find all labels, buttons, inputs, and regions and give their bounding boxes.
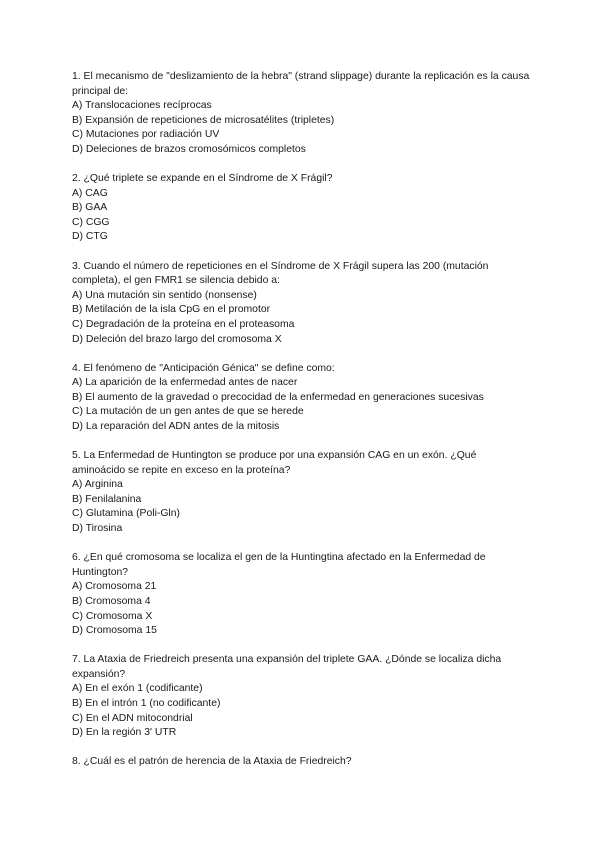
question-7 <box>72 653 532 741</box>
answer-option-d: D) Tirosina <box>72 523 123 535</box>
question-text: 8. ¿Cuál es el patrón de herencia de la Ataxia de Friedreich? <box>72 756 352 768</box>
answer-option-c: C) La mutación de un gen antes de que se herede <box>72 406 304 418</box>
question-1 <box>72 70 532 158</box>
answer-option-b: B) Fenilalanina <box>72 493 142 505</box>
answer-option-a: A) La aparición de la enfermedad antes de nacer <box>72 377 298 389</box>
answer-option-c: C) Degradación de la proteína en el proteasoma <box>72 318 295 330</box>
answer-option-a: A) Arginina <box>72 479 123 491</box>
answer-option-a: A) Una mutación sin sentido (nonsense) <box>72 289 257 301</box>
answer-option-b: B) En el intrón 1 (no codificante) <box>72 697 221 709</box>
answer-option-d: D) En la región 3' UTR <box>72 727 177 739</box>
question-8 <box>72 755 532 770</box>
question-2 <box>72 172 532 245</box>
answer-option-a: A) En el exón 1 (codificante) <box>72 683 203 695</box>
exam-page <box>72 70 532 784</box>
answer-option-a: A) Cromosoma 21 <box>72 581 157 593</box>
answer-option-d: D) La reparación del ADN antes de la mitosis <box>72 420 280 432</box>
answer-option-b: B) Expansión de repeticiones de microsatélites (tripletes) <box>72 114 335 126</box>
answer-option-c: C) CGG <box>72 216 110 228</box>
answer-option-c: C) Glutamina (Poli-Gln) <box>72 508 180 520</box>
answer-option-b: B) Cromosoma 4 <box>72 595 151 607</box>
answer-option-c: C) Cromosoma X <box>72 610 153 622</box>
answer-option-c: C) En el ADN mitocondrial <box>72 712 193 724</box>
question-text: 3. Cuando el número de repeticiones en el Síndrome de X Frágil supera las 200 (mutación completa), el gen FMR1 se silencia debido a: <box>72 260 489 287</box>
answer-option-c: C) Mutaciones por radiación UV <box>72 129 220 141</box>
answer-option-d: D) Cromosoma 15 <box>72 625 157 637</box>
question-4 <box>72 362 532 435</box>
answer-option-b: B) GAA <box>72 202 108 214</box>
question-5 <box>72 449 532 537</box>
question-6 <box>72 551 532 639</box>
question-text: 1. El mecanismo de "deslizamiento de la hebra" (strand slippage) durante la replicación es la causa principal de: <box>72 71 530 97</box>
answer-option-a: A) Translocaciones recíprocas <box>72 100 212 112</box>
answer-option-d: D) CTG <box>72 231 108 243</box>
answer-option-b: B) El aumento de la gravedad o precocidad de la enfermedad en generaciones sucesivas <box>72 391 484 403</box>
question-text: 6. ¿En qué cromosoma se localiza el gen de la Huntingtina afectado en la Enfermedad de Huntington? <box>72 552 486 578</box>
answer-option-d: D) Deleción del brazo largo del cromosoma X <box>72 333 282 345</box>
answer-option-a: A) CAG <box>72 187 108 199</box>
question-text: 2. ¿Qué triplete se expande en el Síndrome de X Frágil? <box>72 173 333 185</box>
question-text: 4. El fenómeno de "Anticipación Génica" se define como: <box>72 362 335 374</box>
question-text: 5. La Enfermedad de Huntington se produce por una expansión CAG en un exón. ¿Qué aminoácido se repite en exceso en la proteína? <box>72 450 477 476</box>
answer-option-b: B) Metilación de la isla CpG en el promotor <box>72 304 271 316</box>
question-text: 7. La Ataxia de Friedreich presenta una expansión del triplete GAA. ¿Dónde se localiza dicha expansión? <box>72 654 502 680</box>
answer-option-d: D) Deleciones de brazos cromosómicos completos <box>72 143 306 155</box>
question-3 <box>72 260 532 348</box>
